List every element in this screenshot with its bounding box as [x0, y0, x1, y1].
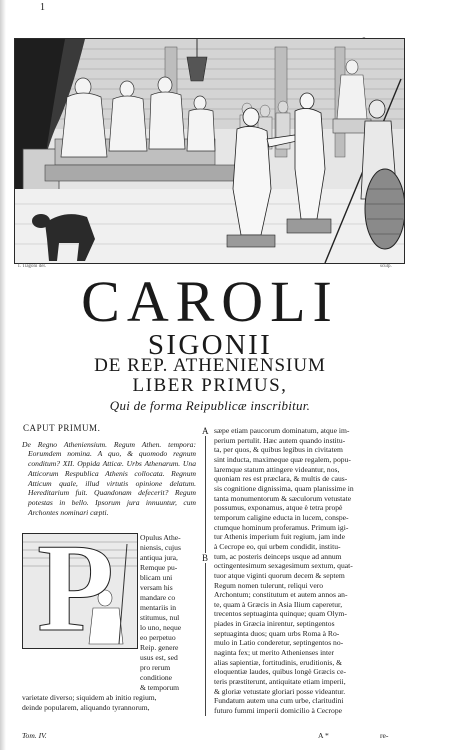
- text-line: trecentos septuaginta quinque; quam Olym-: [214, 609, 347, 619]
- left-column-continuation: [140, 653, 200, 683]
- text-line: ctumque hominum proferamus. Primum igi-: [214, 522, 349, 532]
- text-line: conditione: [140, 673, 173, 682]
- margin-letter-a: A: [202, 426, 209, 436]
- engraving-credit-right: sculp.: [380, 264, 392, 269]
- text-line: laremque statum attingere videantur, nos,: [214, 464, 340, 474]
- text-line: antiqua jura,: [140, 553, 178, 562]
- text-line: piades in Græcia inirentur, septingentos: [214, 619, 335, 629]
- text-line: Archontum; constitutum et autem annos an-: [214, 590, 348, 600]
- text-line: ta, per quos, & quibus legibus in civitatem: [214, 445, 343, 455]
- text-line: mulo in Latio conderetur, septingentos no-: [214, 638, 344, 648]
- text-line: mandare co: [140, 593, 176, 602]
- text-line: stitumus, nul: [140, 613, 180, 622]
- text-line: teris præstiterunt, antiquitate etiam imperii,: [214, 677, 346, 687]
- text-line: perium pertulit. Hæc autem quando institu-: [214, 435, 346, 445]
- text-line: naginta fex; ut merito Athenienses inter: [214, 648, 334, 658]
- margin-letter-b: B: [202, 553, 209, 563]
- text-line: Regum nomen tulerunt, reliqui vero: [214, 580, 324, 590]
- text-line: lo uno, neque: [140, 623, 182, 632]
- text-line: temporum caligine educta in lucem, conspe-: [214, 512, 349, 522]
- page-number-left: 1: [40, 2, 45, 13]
- text-line: eo perpetuo: [140, 633, 176, 642]
- text-line: Opulus Athe-: [140, 533, 181, 542]
- left-column-head: [22, 424, 196, 517]
- text-line: octingentesimum sexagesimum sextum, quat-: [214, 561, 353, 571]
- text-line: tum, ac posteris deinceps usque ad annum: [214, 551, 342, 561]
- text-line: possumus, exponamus, atque è tetra propè: [214, 503, 343, 513]
- text-line: Fundatum autem una cum urbe, claritudini: [214, 696, 344, 706]
- text-line: blicam uni: [140, 573, 173, 582]
- text-line: eloquentiæ laudes, quibus longè Græcis ce-: [214, 667, 347, 677]
- text-line: tur Athenis imperium fuit regium, jam inde: [214, 532, 345, 542]
- text-line: Remque pu-: [140, 563, 178, 572]
- chapter-heading: CAPUT PRIMUM.: [23, 423, 101, 433]
- opening-text-beside-initial: [140, 533, 198, 653]
- initial-letter-p: P: [37, 533, 114, 649]
- text-line: futuro fummi imperii domicilio à Cecrope: [214, 706, 343, 716]
- text-line: sint inducta, maximeque quæ regalem, popu-: [214, 454, 351, 464]
- text-line: mentariis in: [140, 603, 177, 612]
- chapter-summary: De Regno Atheniensium. Regum Athen. tempora: Eorumdem nomina. A quo, & quomodo regnum conditum? XII. Oppida Atticæ. Urbs Athenarum. Una Atticorum Respublica Athenis collocata. Regnum Atticum quale, illud virtutis opinione delatum. Hereditarium fuit. Quandonam defecerit? Regum potestas in bello. Ipsorum jura innuuntur, cum Archontes nominari cæpti.: [22, 439, 196, 517]
- column-divider: [205, 426, 206, 716]
- text-line: sæpe etiam paucorum dominatum, atque im-: [214, 426, 350, 435]
- right-column-text: [214, 426, 404, 716]
- decorated-initial: [22, 533, 138, 649]
- engraving-credit-left: I. Tiagoni del.: [18, 264, 47, 269]
- text-line: à Cecrope eo, qui urbem condidit, institu-: [214, 541, 341, 551]
- volume-mark: Tom. IV.: [22, 731, 47, 740]
- text-line: te, quam à Græcis in Asia Ilium caperetur,: [214, 599, 343, 609]
- text-line: deinde popularem, aliquando tyrannorum,: [22, 703, 150, 712]
- text-line: quoniam res est præclara, & multis de caus-: [214, 474, 348, 484]
- catchword: re-: [380, 731, 389, 740]
- book-subtitle: Qui de forma Reipublicæ inscribitur.: [109, 398, 311, 413]
- book-number: LIBER PRIMUS,: [132, 375, 288, 396]
- text-line: & gloriæ vetustate gloriari posse videantur.: [214, 686, 346, 696]
- text-line: tanta monumentorum & sæculorum vetustate: [214, 493, 352, 503]
- author-name-line1: CAROLI: [81, 269, 339, 334]
- author-name-line2: SIGONII: [147, 329, 273, 361]
- text-line: Reip. genere: [140, 643, 179, 652]
- text-line: niensis, cujus: [140, 543, 181, 552]
- text-line: septuaginta duos; quam urbs Roma à Ro-: [214, 628, 340, 638]
- engraved-headpiece: [14, 38, 405, 264]
- text-line: tuor atque viginti quorum decem & septem: [214, 570, 345, 580]
- text-line: alias sapientiæ, fortitudinis, eruditionis, &: [214, 657, 343, 667]
- text-line: varietate diverso; siquidem ab initio regium,: [22, 693, 157, 702]
- engraving-illustration: [15, 39, 404, 263]
- text-line: versam his: [140, 583, 173, 592]
- text-line: pro rerum: [140, 663, 171, 672]
- left-column-continuation-2: [22, 683, 198, 713]
- text-line: usus est, sed: [140, 653, 178, 662]
- work-title: DE REP. ATHENIENSIUM: [94, 355, 326, 376]
- text-line: sis cognitione dignissima, quam planissime in: [214, 483, 354, 493]
- text-line: & temporum: [140, 683, 180, 692]
- signature-mark: A *: [318, 731, 329, 740]
